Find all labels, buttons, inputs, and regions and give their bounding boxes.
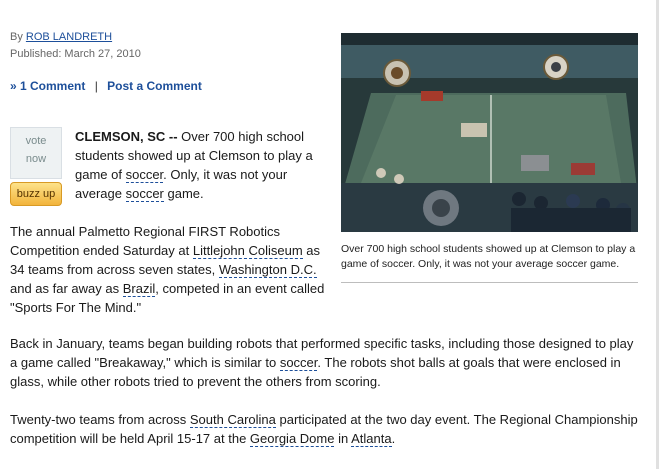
para4-text-4: . (391, 431, 396, 446)
vote-label: vote (25, 135, 47, 147)
lead-paragraph (75, 127, 331, 203)
para4-text-1: Twenty-two teams from across (10, 412, 190, 427)
washington-dc-link[interactable]: Washington D.C. (218, 262, 317, 277)
caption-divider (341, 282, 638, 283)
comment-links (10, 79, 202, 93)
atlanta-link[interactable]: Atlanta (351, 431, 392, 446)
paragraph-4 (10, 410, 642, 448)
byline-prefix: By (10, 31, 23, 43)
lead-text-1: Over 700 high school students showed up at Clemson to play a game of (75, 129, 313, 182)
para3-text-2: . The robots shot balls at goals that were enclosed in glass, while other robots tried to prevent the others from scoring. (10, 355, 621, 389)
comments-separator: | (94, 79, 98, 93)
lead-text-3: game. (163, 186, 204, 201)
now-label: now (25, 153, 47, 165)
para4-text-2: participated at the two day event. The Regional Championship competition will be held April 15-17 at the (10, 412, 638, 446)
para3-text-1: Back in January, teams began building robots that performed specific tasks, including those designed to play a game called "Breakaway," which is similar to (10, 336, 634, 370)
paragraph-3 (10, 334, 642, 391)
vote-count-box[interactable] (10, 127, 62, 179)
dateline: CLEMSON, SC -- (75, 129, 178, 144)
para2-text-3: and as far away as (10, 281, 123, 296)
soccer-link[interactable]: soccer (125, 167, 164, 182)
soccer-link-2[interactable]: soccer (125, 186, 164, 201)
para2-text-1: The annual Palmetto Regional FIRST Robotics Competition ended Saturday at (10, 224, 281, 258)
post-comment-link[interactable]: Post a Comment (107, 79, 202, 93)
vote-widget (10, 127, 62, 206)
brazil-link[interactable]: Brazil (122, 281, 156, 296)
published-date: Published: March 27, 2010 (10, 48, 141, 60)
littlejohn-coliseum-link[interactable]: Littlejohn Coliseum (192, 243, 303, 258)
comments-count-link[interactable]: » 1 Comment (10, 79, 86, 93)
south-carolina-link[interactable]: South Carolina (189, 412, 276, 427)
photo-figure (341, 33, 638, 283)
byline (10, 31, 112, 43)
georgia-dome-link[interactable]: Georgia Dome (249, 431, 335, 446)
photo-caption: Over 700 high school students showed up at Clemson to play a game of soccer. Only, it was not your average soccer game. (341, 243, 636, 270)
robotics-arena-photo[interactable] (341, 33, 638, 232)
author-link[interactable]: ROB LANDRETH (25, 31, 113, 43)
para4-text-3: in (334, 431, 352, 446)
soccer-link-3[interactable]: soccer (279, 355, 318, 370)
lead-text-2: . Only, it was not your average (75, 167, 288, 201)
buzz-up-button[interactable]: buzz up (10, 182, 62, 206)
paragraph-2 (10, 222, 330, 317)
para2-text-2: as 34 teams from across seven states, (10, 243, 321, 277)
para2-text-4: , competed in an event called "Sports For The Mind." (10, 281, 325, 315)
